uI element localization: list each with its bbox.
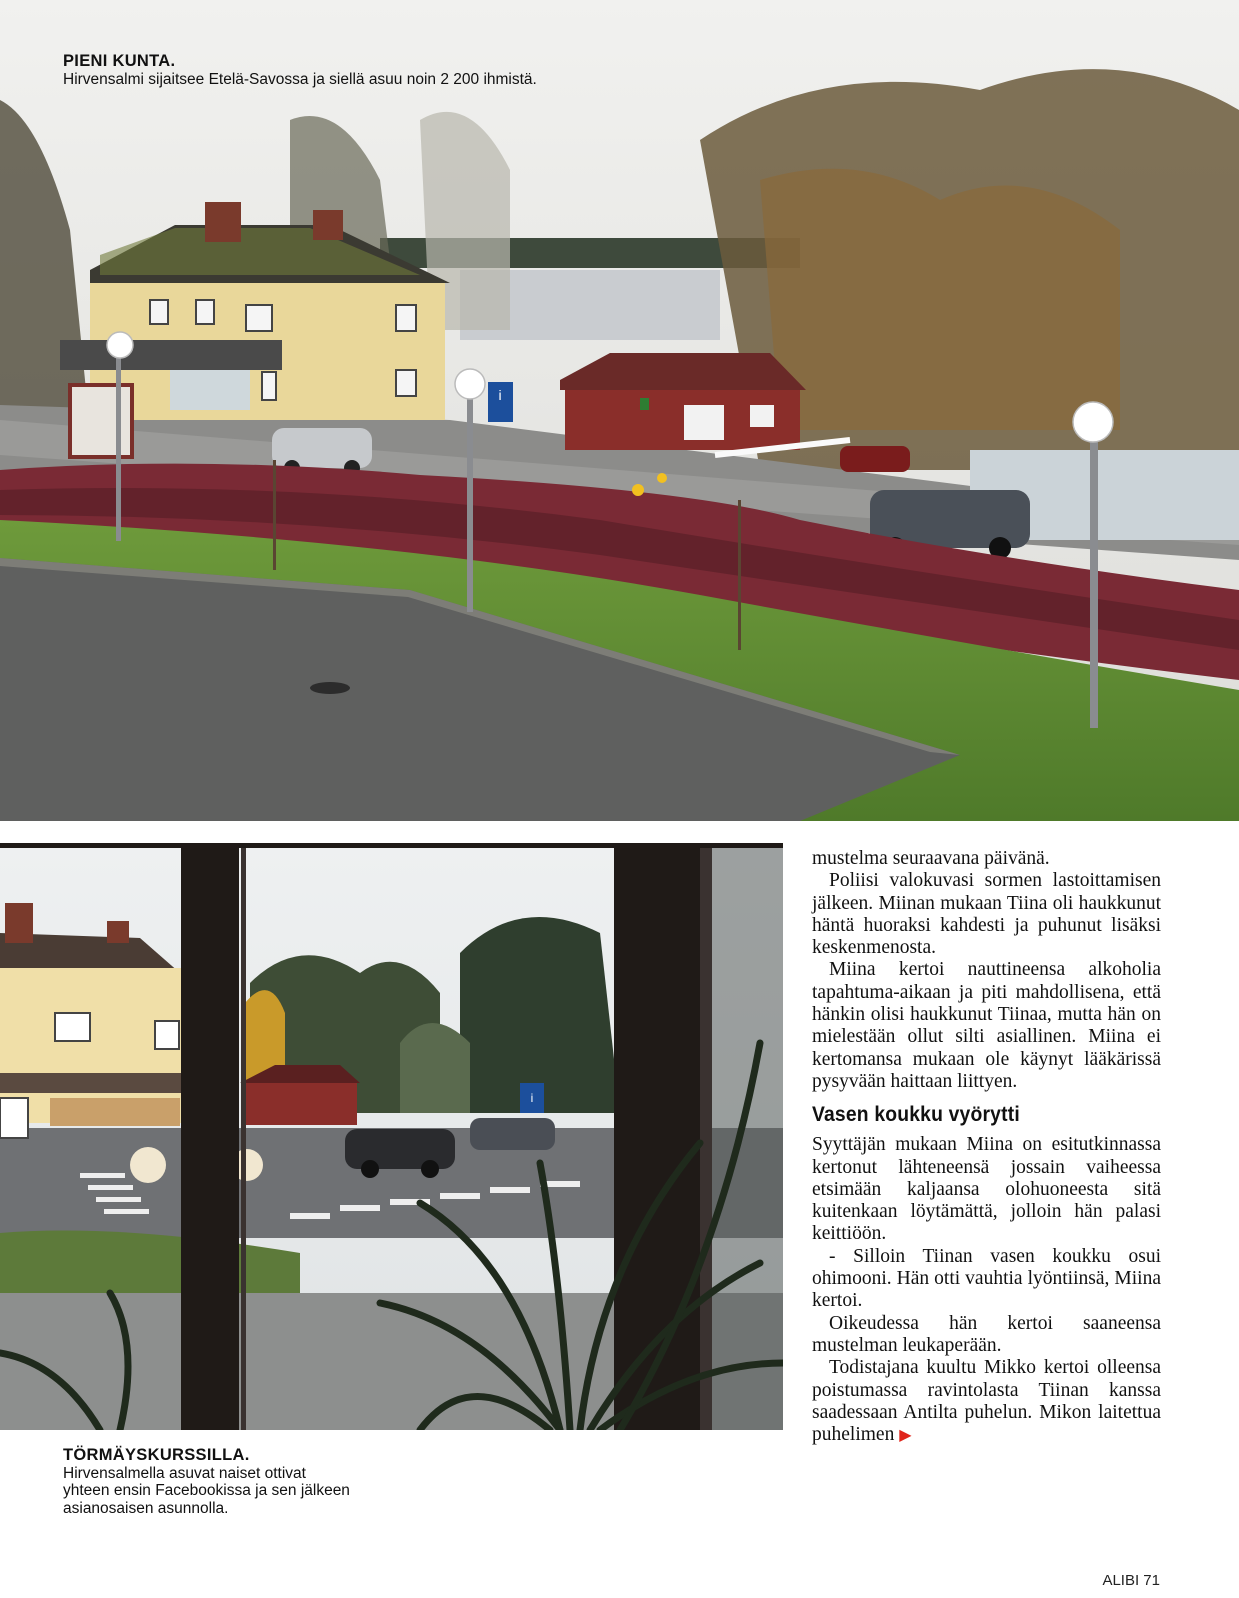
- bottom-caption-text: Hirvensalmella asuvat naiset ottivat yhteen ensin Facebookissa ja sen jälkeen asianosaisen asunnolla.: [63, 1464, 350, 1517]
- bottom-photo-caption: [63, 1447, 353, 1517]
- article-subheading: Vasen koukku vyörytti: [812, 1103, 1020, 1127]
- article-paragraph-2: Poliisi valokuvasi sormen lastoittamisen jälkeen. Miinan mukaan Tiina oli haukkunut häntä huoraksi kahdesti ja puhunut lisäksi keskenmenosta.: [812, 870, 1161, 959]
- page-folio: ALIBI 71: [1102, 1572, 1160, 1589]
- article-paragraph-6: Oikeudessa hän kertoi saaneensa mustelman leukaperään.: [812, 1312, 1161, 1356]
- article-paragraph-4: Syyttäjän mukaan Miina on esitutkinnassa kertonut lähteneensä jossain vaiheessa etsimään kaljaansa olohuoneesta sitä kuitenkaan löytämättä, jolloin hän palasi keittiöön.: [812, 1134, 1161, 1245]
- article-column: [812, 848, 1161, 1447]
- continue-arrow-icon: ▶: [899, 1427, 912, 1445]
- article-paragraph-3: Miina kertoi nauttineensa alkoholia tapahtuma-aikaan ja piti mahdollisena, että hänkin olisi haukkunut Tiinaa, mutta hän on mielestään ollut silti asiallinen. Miina ei kertomansa mukaan ole käynyt lääkärissä pysyvään haittaan liittyen.: [812, 959, 1161, 1092]
- bottom-photo: [0, 843, 783, 1430]
- top-photo-caption: [63, 53, 683, 88]
- top-caption-title: PIENI KUNTA.: [63, 52, 176, 70]
- window-view-image: [0, 843, 783, 1430]
- bottom-caption-title: TÖRMÄYSKURSSILLA.: [63, 1446, 250, 1464]
- article-paragraph-1: mustelma seuraavana päivänä.: [812, 848, 1050, 869]
- article-paragraph-5: - Silloin Tiinan vasen koukku osui ohimooni. Hän otti vauhtia lyöntiinsä, Miina kertoi.: [812, 1245, 1161, 1312]
- info-sign-letter-2: i: [530, 1091, 534, 1105]
- article-paragraph-7: [812, 1357, 1161, 1447]
- top-caption-text: Hirvensalmi sijaitsee Etelä-Savossa ja siellä asuu noin 2 200 ihmistä.: [63, 70, 537, 88]
- article-paragraph-7-text: Todistajana kuultu Mikko kertoi olleensa poistumassa ravintolasta Tiinan kanssa saadessaan Antilta puhelun. Mikon laitettua puhelimen: [812, 1357, 1161, 1446]
- info-sign-letter: i: [498, 387, 502, 403]
